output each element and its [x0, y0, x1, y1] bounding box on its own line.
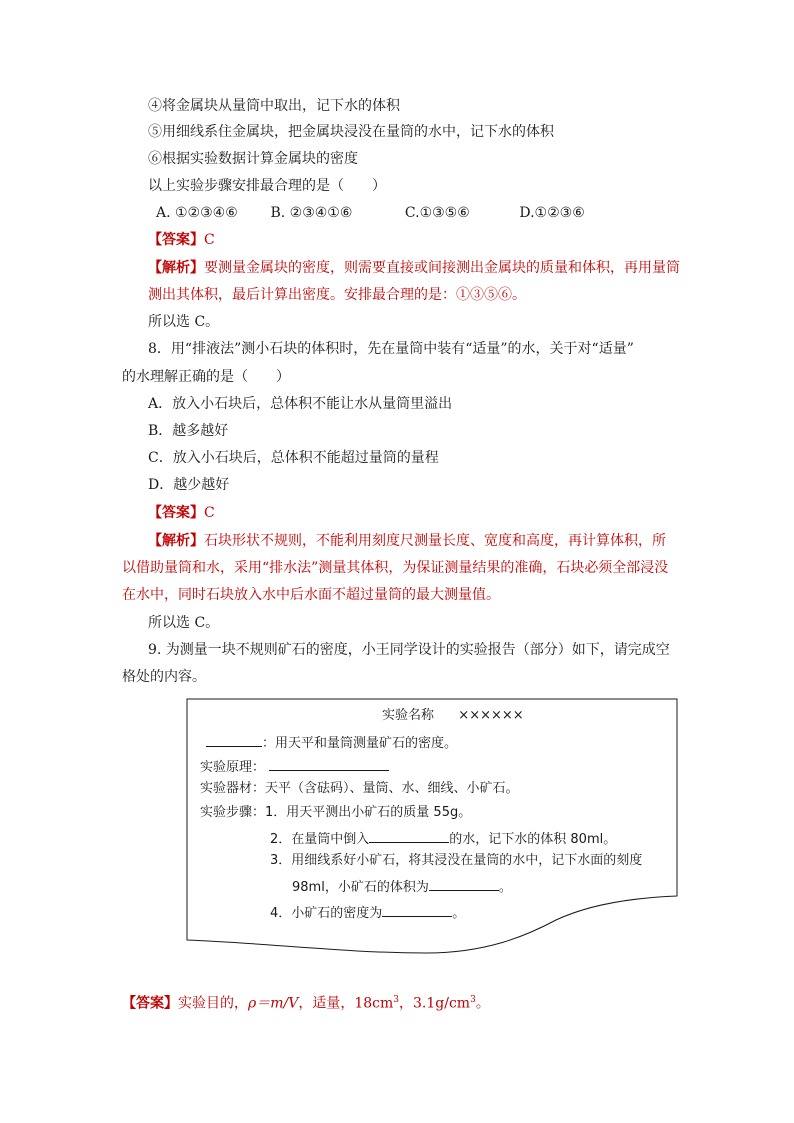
q9-answer-volume: ，适量，18cm: [298, 995, 394, 1012]
q7-question: 以上实验步骤安排最合理的是（ ）: [148, 178, 386, 194]
q8-conclusion: 所以选 C。: [148, 615, 220, 631]
q8-option-b: B．越多越好: [148, 423, 229, 439]
q9-stem-1: 9. 为测量一块不规则矿石的密度，小王同学设计的实验报告（部分）如下，请完成空: [148, 642, 670, 658]
q9-answer-purpose: 实验目的，: [178, 995, 248, 1012]
report-purpose-text: ：用天平和量筒测量矿石的密度。: [262, 736, 458, 751]
step3-text-b: 98ml，小矿石的体积为: [292, 880, 429, 895]
report-steps-label: 实验步骤：: [200, 805, 266, 820]
report-name-value: ××××××: [458, 708, 524, 723]
report-step-3-cont: [292, 876, 512, 897]
answer-tag: 【答案】: [148, 232, 204, 248]
principle-blank: [269, 756, 389, 771]
step3-text-c: 。: [498, 880, 512, 895]
answer-value: C: [204, 505, 215, 521]
report-principle-row: [200, 756, 389, 777]
q9-answer-density: ，3.1g/cm: [399, 995, 471, 1012]
q8-stem-1: 8．用“排液法”测小石块的体积时，先在量筒中装有“适量”的水，关于对“适量”: [148, 341, 634, 357]
q8-answer: [148, 503, 215, 523]
report-principle-label: 实验原理：: [200, 760, 266, 775]
q8-analysis-line-3: 在水中，同时石块放入水中后水面不超过量筒的最大测量值。: [122, 587, 500, 603]
step4-text-b: 。: [452, 906, 466, 921]
report-purpose-row: [206, 732, 457, 753]
q9-answer-end: 。: [475, 995, 490, 1012]
step4-text-a: 4．小矿石的密度为: [270, 906, 383, 921]
q8-analysis-text-1: 石块形状不规则，不能利用刻度尺测量长度、宽度和高度，再计算体积，所: [204, 533, 666, 549]
q7-analysis-line-2: 测出其体积，最后计算出密度。安排最合理的是：①③⑤⑥。: [148, 287, 526, 303]
q7-analysis-text-1: 要测量金属块的密度，则需要直接或间接测出金属块的质量和体积，再用量筒: [204, 260, 680, 276]
report-title-row: [382, 707, 524, 725]
q9-stem-2: 格处的内容。: [122, 669, 206, 685]
q9-answer-formula: ρ＝m/V: [248, 995, 299, 1012]
analysis-tag: 【解析】: [148, 533, 204, 549]
report-step-3: 3．用细线系好小矿石，将其浸没在量筒的水中，记下水面的刻度: [270, 853, 643, 868]
q7-option-a: A. ①②③④⑥: [156, 205, 238, 221]
analysis-tag: 【解析】: [148, 260, 204, 276]
q9-answer: [122, 990, 490, 1014]
answer-tag: 【答案】: [122, 995, 178, 1012]
q7-option-c: C.①③⑤⑥: [404, 205, 470, 221]
purpose-blank: [206, 732, 262, 747]
q8-analysis-line-2: 以借助量筒和水，采用“排水法”测量其体积，为保证测量结果的准确，石块必须全部浸没: [122, 560, 669, 576]
step2-blank: [369, 828, 449, 843]
report-step-1: 1．用天平测出小矿石的质量 55g。: [265, 805, 472, 820]
q8-option-d: D．越少越好: [148, 477, 230, 493]
answer-value: C: [204, 232, 215, 248]
step2-text-a: 2．在量筒中倒入: [270, 832, 370, 847]
q7-analysis-line-1: [148, 258, 680, 278]
q8-option-c: C．放入小石块后，总体积不能超过量筒的量程: [148, 450, 439, 466]
q9-answer-sup-1: 3: [393, 995, 400, 1005]
step3-blank: [429, 876, 499, 891]
q8-option-a: A．放入小石块后，总体积不能让水从量筒里溢出: [148, 396, 453, 412]
q9-answer-sup-2: 3: [470, 995, 476, 1005]
report-step-2: [270, 828, 616, 849]
q7-step-6: ⑥根据实验数据计算金属块的密度: [148, 151, 358, 167]
experiment-report-box: [186, 698, 678, 960]
step4-blank: [382, 902, 452, 917]
q7-options: [156, 203, 585, 223]
q7-option-b: B. ②③④①⑥: [270, 205, 353, 221]
q7-step-5: ⑤用细线系住金属块，把金属块浸没在量筒的水中，记下水的体积: [148, 124, 554, 140]
step2-text-b: 的水，记下水的体积 80ml。: [449, 832, 617, 847]
report-name-label: 实验名称: [382, 708, 435, 723]
q8-analysis-line-1: [148, 531, 666, 551]
q7-conclusion: 所以选 C。: [148, 314, 220, 330]
q7-answer: [148, 230, 215, 250]
report-step-4: [270, 902, 465, 923]
report-equipment: 实验器材：天平（含砝码）、量筒、水、细线、小矿石。: [200, 781, 519, 796]
answer-tag: 【答案】: [148, 505, 204, 521]
q8-stem-2: 的水理解正确的是（ ）: [122, 369, 290, 385]
q7-step-4: ④将金属块从量筒中取出，记下水的体积: [148, 98, 400, 114]
q7-option-d: D.①②③⑥: [519, 205, 585, 221]
report-steps-row: [200, 804, 471, 822]
